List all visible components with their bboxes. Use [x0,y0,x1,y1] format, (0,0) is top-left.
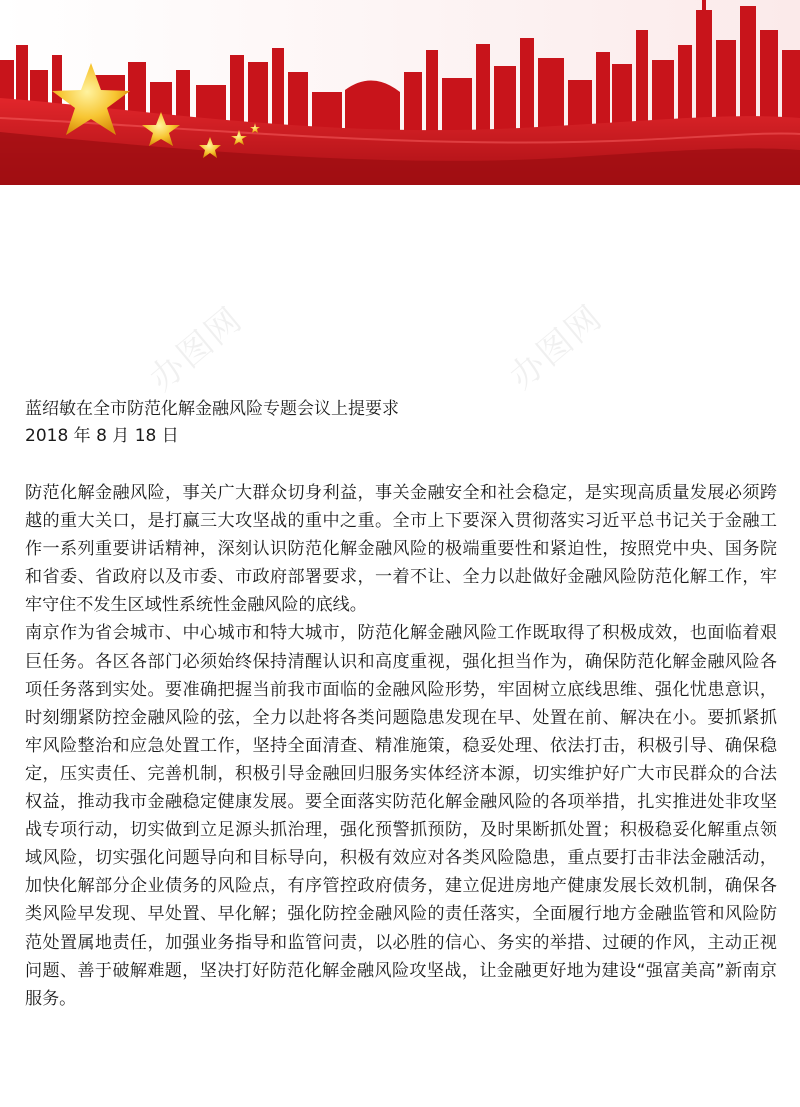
body-paragraph: 南京作为省会城市、中心城市和特大城市，防范化解金融风险工作既取得了积极成效，也面临着艰巨任务。各区各部门必须始终保持清醒认识和高度重视，强化担当作为，确保防范化解金融风险各项任务落到实处。要准确把握当前我市面临的金融风险形势，牢固树立底线思维、强化忧患意识，时刻绷紧防控金融风险的弦，全力以赴将各类问题隐患发现在早、处置在前、解决在小。要抓紧抓牢风险整治和应急处置工作，坚持全面清查、精准施策，稳妥处理、依法打击，积极引导、确保稳定，压实责任、完善机制，积极引导金融回归服务实体经济本源，切实维护好广大市民群众的合法权益，推动我市金融稳定健康发展。要全面落实防范化解金融风险的各项举措，扎实推进处非攻坚战专项行动，切实做到立足源头抓治理，强化预警抓预防，及时果断抓处置；积极稳妥化解重点领域风险，切实强化问题导向和目标导向，积极有效应对各类风险隐患，重点要打击非法金融活动，加快化解部分企业债务的风险点，有序管控政府债务，建立促进房地产健康发展长效机制，确保各类风险早发现、早处置、早化解；强化防控金融风险的责任落实，全面履行地方金融监管和风险防范处置属地责任，加强业务指导和监管问责，以必胜的信心、务实的举措、过硬的作风，主动正视问题、善于破解难题，坚决打好防范化解金融风险攻坚战，让金融更好地为建设“强富美高”新南京服务。 [25,623,777,1009]
document-header [25,396,775,450]
document-date: 2018 年 8 月 18 日 [25,426,179,446]
watermark: 办图网 [502,297,611,398]
watermark: 办图网 [142,299,251,400]
body-paragraph: 防范化解金融风险，事关广大群众切身利益，事关金融安全和社会稳定，是实现高质量发展必须跨越的重大关口，是打赢三大攻坚战的重中之重。全市上下要深入贯彻落实习近平总书记关于金融工作一系列重要讲话精神，深刻认识防范化解金融风险的极端重要性和紧迫性，按照党中央、国务院和省委、省政府以及市委、市政府部署要求，一着不让、全力以赴做好金融风险防范化解工作，牢牢守住不发生区域性系统性金融风险的底线。 [25,483,777,616]
document-body [25,479,777,1013]
city-skyline [0,0,800,185]
document-title: 蓝绍敏在全市防范化解金融风险专题会议上提要求 [25,399,399,419]
header-banner [0,0,800,185]
